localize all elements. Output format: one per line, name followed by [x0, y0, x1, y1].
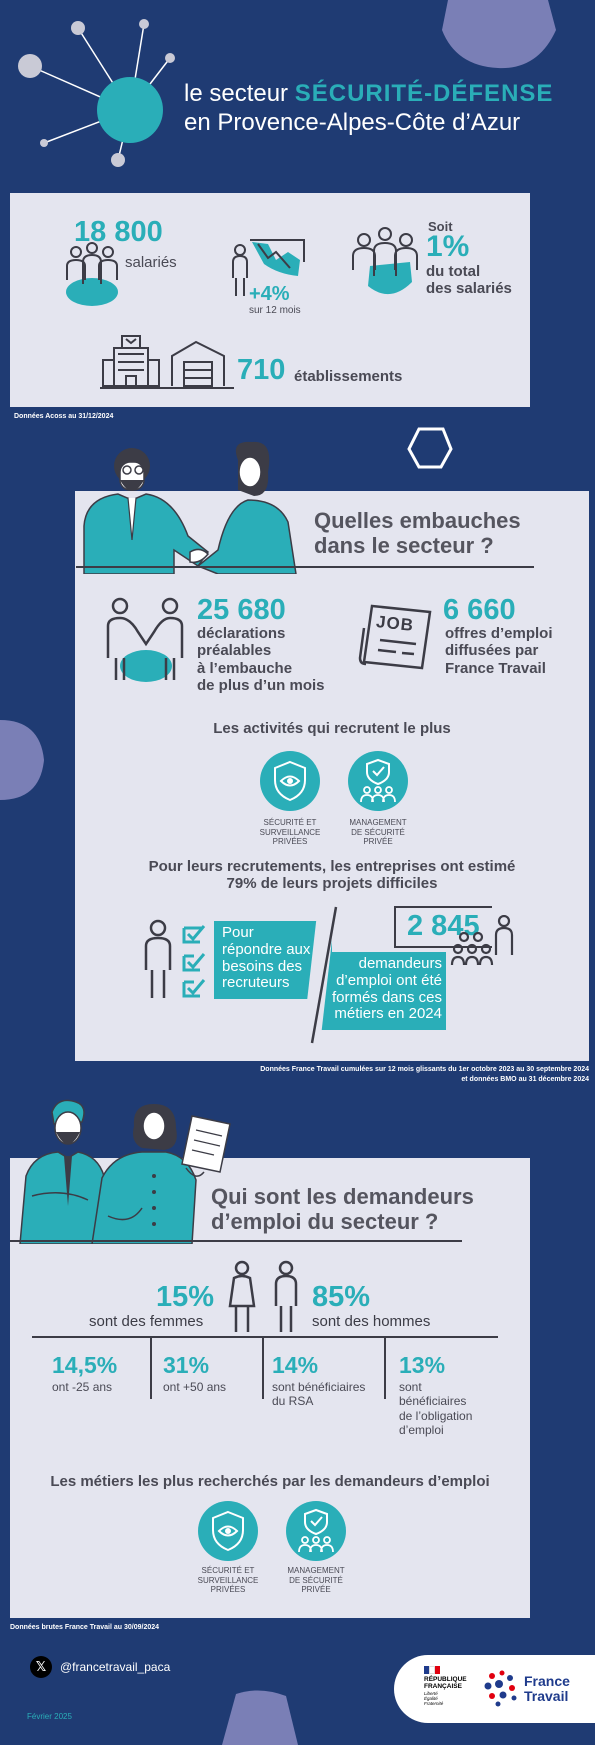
rf-line-2: FRANÇAISE: [424, 1683, 462, 1691]
recruiter-checklist-icon: [142, 918, 208, 1000]
under-25-value: 14,5%: [52, 1352, 118, 1378]
sought-security-surveillance-icon: [197, 1500, 259, 1562]
seekers-divider: [10, 1240, 462, 1242]
rsa-value: 14%: [272, 1352, 319, 1378]
job-seekers-illustration: [18, 1096, 240, 1244]
difficulty-line-1: Pour leurs recrutements, les entreprises ont estimé: [148, 858, 516, 875]
rf-motto: [424, 1692, 476, 1707]
rf-line-1: RÉPUBLIQUE: [424, 1676, 467, 1683]
job-offers-value: 6 660: [443, 594, 516, 626]
rsa-label-line-2: du RSA: [272, 1394, 314, 1409]
publication-date: Février 2025: [27, 1712, 72, 1721]
activity-2-line-2: DE SÉCURITÉ: [351, 827, 405, 837]
hiring-divider: [76, 566, 534, 568]
employees-label: salariés: [125, 254, 177, 271]
declarations-line-3: à l’embauche: [197, 659, 293, 677]
rsa-label-line-1: sont bénéficiaires: [272, 1380, 366, 1394]
social-handle: @francetravail_paca: [60, 1660, 171, 1674]
declarations-line-4: de plus d’un mois: [197, 676, 325, 694]
security-management-icon: [347, 750, 409, 812]
x-logo-icon: 𝕏: [30, 1656, 52, 1678]
decorative-hexagon-outline: [405, 423, 455, 473]
brand-line-1: France: [524, 1673, 570, 1689]
difficulty-statement: [75, 858, 589, 893]
recruiters-line-4: recruteurs: [222, 974, 290, 992]
title-region: en Provence-Alpes-Côte d’Azur: [184, 108, 521, 136]
sought-job-2-line-1: MANAGEMENT: [287, 1566, 345, 1575]
activity-2-line-3: PRIVÉE: [363, 837, 393, 847]
job-icon-text: JOB: [375, 612, 415, 635]
woman-man-icon: [224, 1260, 304, 1334]
france-travail-source-2: et données BMO au 31 décembre 2024: [461, 1076, 589, 1083]
sought-job-2-line-3: PRIVÉE: [301, 1585, 331, 1595]
employees-icon: [62, 240, 122, 310]
buildings-icon: [100, 332, 234, 390]
job-offers-label: [445, 625, 553, 677]
handshake-illustration: [78, 440, 300, 574]
job-newspaper-icon: [358, 598, 434, 670]
over-50-value: 31%: [163, 1352, 210, 1378]
women-label: sont des femmes: [89, 1313, 204, 1330]
women-value: 15%: [156, 1281, 215, 1313]
france-travail-brand: [524, 1674, 570, 1703]
obligation-label-line-4: d’emploi: [399, 1423, 444, 1438]
obligation-label-line-3: de l’obligation: [399, 1408, 473, 1423]
decorative-hexagon-bottom: [220, 1690, 300, 1745]
activities-title: Les activités qui recrutent le plus: [213, 720, 451, 737]
difficulty-line-2: 79% de leurs projets difficiles: [226, 875, 438, 893]
decorative-hexagon-top: [438, 0, 558, 70]
sought-job-1-label: [178, 1566, 278, 1595]
title-highlight: SÉCURITÉ-DÉFENSE: [294, 80, 554, 107]
gender-divider: [32, 1336, 498, 1338]
column-divider-3: [384, 1337, 386, 1399]
establishments-value: 710: [237, 354, 286, 386]
activity-1-line-1: SÉCURITÉ ET: [263, 818, 317, 827]
share-label: [426, 263, 512, 298]
activity-2-label: [328, 818, 428, 847]
obligation-label-line-2: bénéficiaires: [399, 1394, 467, 1409]
activity-2-line-1: MANAGEMENT: [349, 818, 407, 827]
share-label-line-1: du total: [426, 263, 481, 280]
trained-line-2: d’emploi ont été: [336, 971, 442, 989]
establishments-label: établissements: [294, 368, 403, 385]
hiring-title-line-1: Quelles embauches: [314, 508, 521, 533]
growth-label: sur 12 mois: [249, 305, 301, 316]
rf-motto-1: Liberté: [424, 1691, 438, 1697]
activity-1-line-3: PRIVÉES: [272, 837, 308, 847]
column-divider-2: [262, 1337, 264, 1399]
sought-job-1-line-2: SURVEILLANCE: [197, 1575, 259, 1585]
share-label-line-2: des salariés: [426, 280, 512, 298]
share-icon: [350, 226, 420, 302]
trained-line-1: demandeurs: [358, 955, 442, 972]
under-25-label: ont -25 ans: [52, 1380, 113, 1394]
sought-jobs-title: Les métiers les plus recherchés par les demandeurs d’emploi: [50, 1473, 490, 1490]
republique-francaise-logo: [424, 1666, 476, 1707]
job-offers-line-1: offres d’emploi: [445, 625, 553, 642]
security-surveillance-icon: [259, 750, 321, 812]
recruiters-line-2: répondre aux: [222, 940, 311, 958]
decorative-shape-left: [0, 720, 48, 800]
network-logo-icon: [16, 18, 176, 168]
activity-1-label: [240, 818, 340, 847]
job-offers-line-2: diffusées par: [445, 642, 539, 660]
acoss-source-note: Données Acoss au 31/12/2024: [14, 413, 114, 420]
declarations-label: [197, 625, 325, 694]
recruiters-line-3: besoins des: [222, 957, 303, 975]
page-title: [184, 80, 553, 138]
declarations-line-2: préalables: [197, 642, 272, 660]
rsa-label: [272, 1380, 365, 1409]
x-social-link[interactable]: [30, 1656, 170, 1678]
seekers-source-note: Données brutes France Travail au 30/09/2024: [10, 1624, 160, 1631]
trained-value: 2 845: [407, 910, 480, 942]
france-travail-dots-icon: [482, 1668, 520, 1708]
sought-job-1-line-3: PRIVÉES: [210, 1585, 246, 1595]
title-prefix: le secteur: [184, 80, 295, 107]
job-offers-line-3: France Travail: [445, 659, 546, 677]
obligation-value: 13%: [399, 1352, 446, 1378]
declarations-value: 25 680: [197, 594, 286, 626]
declarations-line-1: déclarations: [197, 625, 286, 642]
slash-divider: [300, 905, 340, 1045]
obligation-label-line-1: sont: [399, 1380, 422, 1394]
audience-icon: [450, 915, 516, 971]
rf-motto-2: Égalité: [424, 1696, 438, 1702]
trained-line-3: formés dans ces: [331, 988, 442, 1006]
hiring-title: [314, 508, 521, 559]
activity-1-line-2: SURVEILLANCE: [259, 827, 321, 837]
hiring-declarations-icon: [104, 596, 186, 684]
france-travail-source-1: Données France Travail cumulées sur 12 mois glissants du 1er octobre 2023 au 30 septembre 2024: [260, 1066, 589, 1073]
recruiters-line-1: Pour: [222, 924, 254, 941]
sought-job-1-line-1: SÉCURITÉ ET: [201, 1566, 255, 1575]
hiring-title-line-2: dans le secteur ?: [314, 533, 494, 559]
brand-line-2: Travail: [524, 1687, 569, 1704]
rf-motto-3: Fraternité: [424, 1701, 444, 1707]
sought-job-2-line-2: DE SÉCURITÉ: [289, 1575, 343, 1585]
seekers-title-line-1: Qui sont les demandeurs: [211, 1184, 474, 1209]
sought-job-2-label: [266, 1566, 366, 1595]
sought-security-management-icon: [285, 1500, 347, 1562]
share-prefix: Soit: [428, 219, 453, 234]
obligation-label: [399, 1380, 472, 1438]
seekers-title-line-2: d’emploi du secteur ?: [211, 1209, 439, 1235]
employees-value: 18 800: [74, 216, 163, 248]
french-flag-icon: [424, 1666, 440, 1674]
men-value: 85%: [312, 1281, 371, 1313]
trained-line-4: métiers en 2024: [334, 1005, 442, 1023]
men-label: sont des hommes: [312, 1313, 431, 1330]
seekers-title: [211, 1184, 474, 1235]
growth-value: +4%: [249, 283, 290, 305]
column-divider-1: [150, 1337, 152, 1399]
share-value: 1%: [426, 230, 470, 263]
over-50-label: ont +50 ans: [163, 1380, 227, 1394]
